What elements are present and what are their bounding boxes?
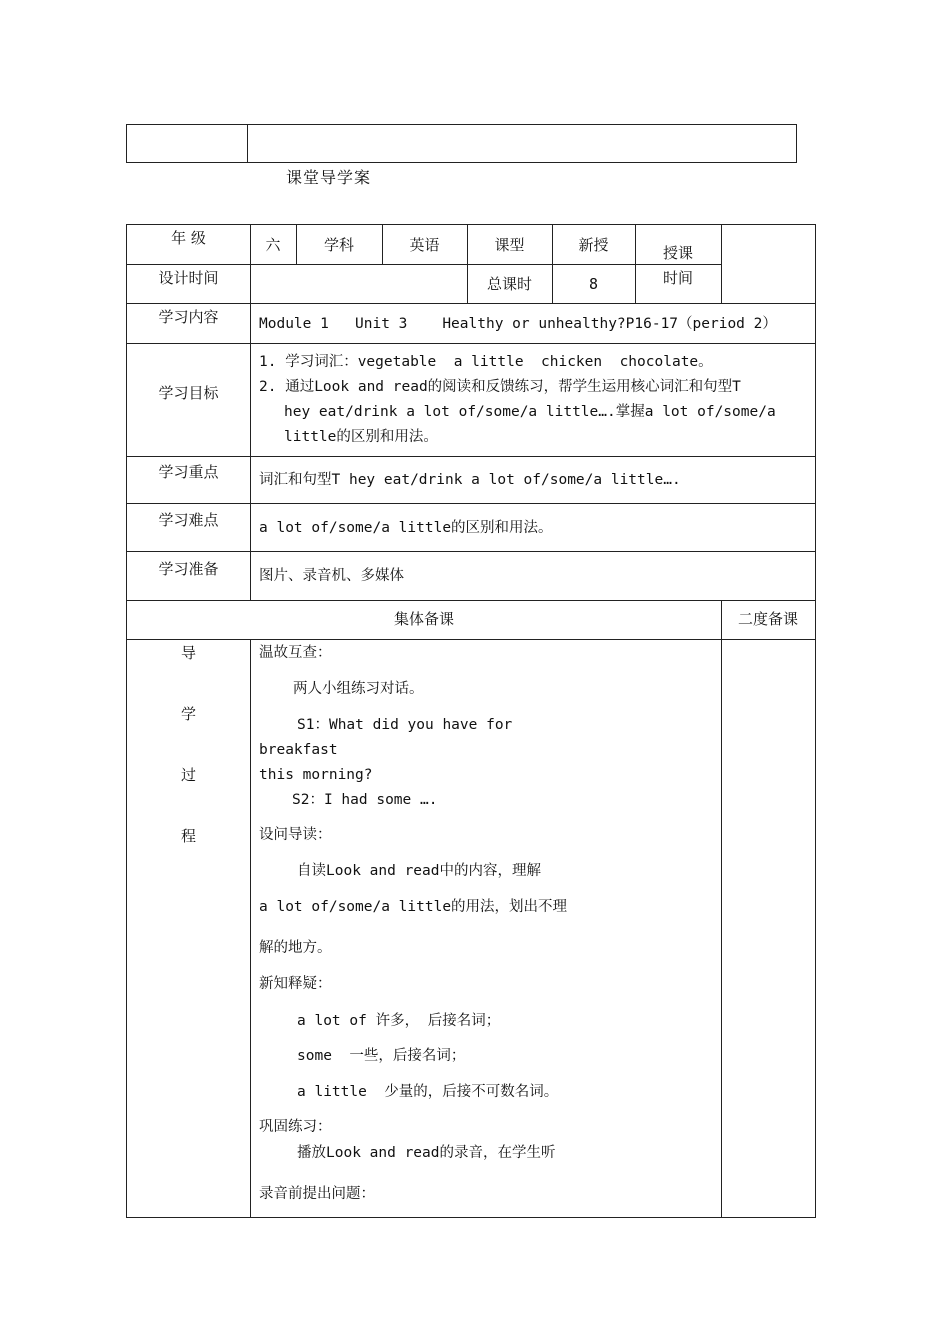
goals-line-1: 1. 学习词汇：vegetable a little chicken chocolate。 [259,354,713,370]
difficult-label: 学习难点 [158,511,219,529]
lesson-plan-table [126,224,816,1218]
process-line: 设问导读： [259,827,332,843]
process-line: 自读Look and read中的内容，理解 [297,863,541,879]
process-line: a lot of/some/a little的用法，划出不理 [259,899,568,915]
key-value: 词汇和句型T hey eat/drink a lot of/some/a little…. [259,472,681,488]
row-line [127,303,815,304]
row-line [127,264,721,265]
key-label: 学习重点 [158,463,219,481]
subject-label: 学科 [323,236,354,254]
goals-line-4: little的区别和用法。 [284,429,438,445]
doc-title: 课堂导学案 [286,168,372,187]
process-label-char: 程 [180,827,196,845]
second-header: 二度备课 [737,610,798,628]
teach-time-label: 授课 时间 [662,244,693,287]
row-line [127,639,815,640]
row-line [127,600,815,601]
process-line: 播放Look and read的录音，在学生听 [297,1145,556,1161]
process-line: S2：I had some …. [292,792,438,808]
goals-line-2: 2. 通过Look and read的阅读和反馈练习，帮学生运用核心词汇和句型T [259,379,741,395]
goals-line-3: hey eat/drink a lot of/some/a little….掌握a lot of/some/a [284,404,776,420]
process-label-char: 学 [180,705,196,723]
col-line [250,225,251,600]
lesson-type-value: 新授 [578,236,609,254]
process-line: some 一些，后接名词； [297,1048,466,1064]
top-empty-table [126,124,797,163]
lesson-type-label: 课型 [494,236,525,254]
col-line [721,225,722,303]
process-line: this morning? [259,767,373,783]
collective-header: 集体备课 [393,610,454,628]
process-line: 解的地方。 [259,940,332,956]
prep-label: 学习准备 [158,560,219,578]
process-line: S1：What did you have for [297,717,513,733]
row-line [127,456,815,457]
grade-label: 年 级 [171,229,206,247]
total-hours-label: 总课时 [486,275,532,293]
total-hours-value: 8 [588,275,599,293]
content-label: 学习内容 [158,308,219,326]
process-line: 录音前提出问题： [259,1186,375,1202]
process-label-char: 导 [180,644,196,662]
process-line: 巩固练习： [259,1119,332,1135]
col-line [250,639,251,1217]
process-line: a lot of 许多， 后接名词； [297,1013,501,1029]
row-line [127,343,815,344]
process-label-char: 过 [180,766,196,784]
goals-label: 学习目标 [158,384,219,402]
content-value: Module 1 Unit 3 Healthy or unhealthy?P16-17（period 2） [259,316,777,332]
process-line: 新知释疑： [259,976,332,992]
design-time-label: 设计时间 [158,269,219,287]
col-line [721,600,722,1217]
row-line [127,551,815,552]
subject-value: 英语 [409,236,440,254]
process-line: breakfast [259,742,338,758]
process-line: 两人小组练习对话。 [293,681,424,697]
row-line [127,503,815,504]
top-table-divider [247,125,248,162]
prep-value: 图片、录音机、多媒体 [259,568,404,584]
grade-value: 六 [265,236,281,254]
process-line: a little 少量的，后接不可数名词。 [297,1084,559,1100]
difficult-value: a lot of/some/a little的区别和用法。 [259,520,553,536]
process-line: 温故互查： [259,645,332,661]
